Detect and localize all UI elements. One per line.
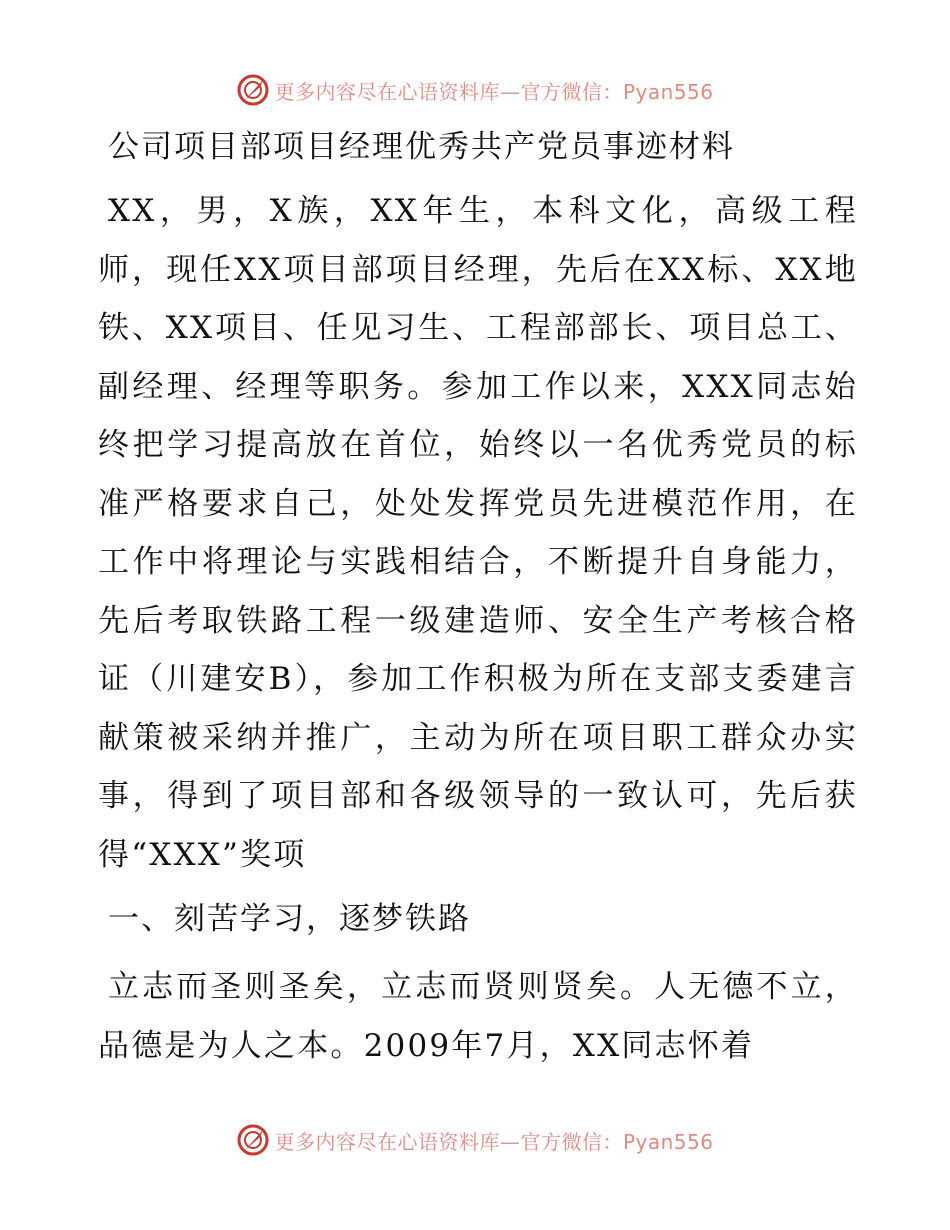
watermark-wechat-text: 官方微信：Pyan556 (520, 79, 714, 104)
footer-watermark (0, 1120, 950, 1160)
watermark-brand-text: 更多内容尽在心语资料库 (274, 1129, 500, 1154)
document-title: 公司项目部项目经理优秀共产党员事迹材料 (108, 129, 735, 165)
document-body (98, 118, 858, 1081)
paragraph-section-1: 立志而圣则圣矣，立志而贤则贤矣。人无德不立，品德是为人之本。2009年7月，XX同志怀着 (98, 969, 858, 1064)
watermark-brand-text: 更多内容尽在心语资料库 (274, 79, 500, 104)
section-heading-1: 一、刻苦学习，逐梦铁路 (108, 901, 471, 937)
quill-seal-icon (236, 73, 270, 107)
watermark-separator: — (499, 79, 521, 104)
watermark-separator: — (499, 1129, 521, 1154)
watermark-wechat-text: 官方微信：Pyan556 (520, 1129, 714, 1154)
header-watermark (0, 70, 950, 110)
paragraph-intro: XX，男，X族，XX年生，本科文化，高级工程师，现任XX项目部项目经理，先后在XX标、XX地铁、XX项目、任见习生、工程部部长、项目总工、副经理、经理等职务。参加工作以来，XXX同志始终把学习提高放在首位，始终以一名优秀党员的标准严格要求自己，处处发挥党员先进模范作用，在工作中将理论与实践相结合，不断提升自身能力，先后考取铁路工程一级建造师、安全生产考核合格证（川建安B），参加工作积极为所在支部支委建言献策被采纳并推广，主动为所在项目职工群众办实事，得到了项目部和各级领导的一致认可，先后获得“XXX”奖项 (98, 193, 858, 873)
quill-seal-icon (236, 1123, 270, 1157)
